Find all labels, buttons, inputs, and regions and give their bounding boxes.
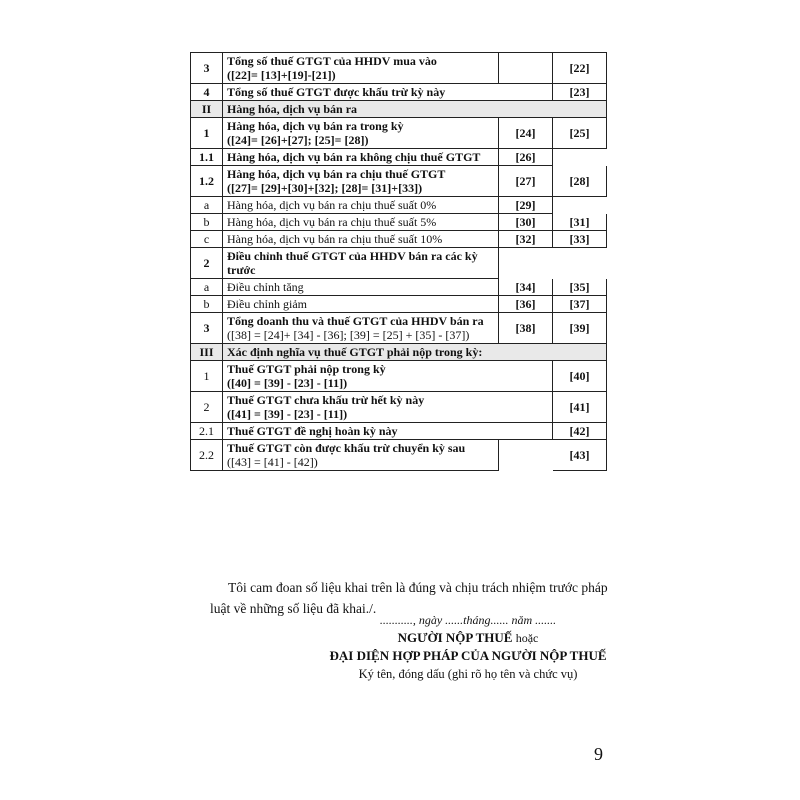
- row-description: Hàng hóa, dịch vụ bán ra không chịu thuế GTGT: [223, 149, 499, 166]
- row-formula: ([40] = [39] - [23] - [11]): [227, 376, 348, 390]
- code-cell: [35]: [553, 279, 607, 296]
- section-title: Xác định nghĩa vụ thuế GTGT phải nộp trong kỳ:: [223, 344, 607, 361]
- row-number: 3: [191, 53, 223, 84]
- code-cell: [34]: [499, 279, 553, 296]
- row-description: Điều chỉnh giảm: [223, 296, 499, 313]
- table-row: [191, 361, 607, 392]
- row-number: 1.1: [191, 149, 223, 166]
- row-number: 1: [191, 361, 223, 392]
- row-description: Điều chỉnh thuế GTGT của HHDV bán ra các kỳ trước: [223, 248, 499, 279]
- row-number: a: [191, 197, 223, 214]
- code-cell: [39]: [553, 313, 607, 344]
- row-number: 2.1: [191, 423, 223, 440]
- code-cell: [42]: [553, 423, 607, 440]
- row-formula: ([43] = [41] - [42]): [227, 455, 318, 469]
- signer-title-main: NGƯỜI NỘP THUẾ: [397, 630, 513, 645]
- table-row: [191, 392, 607, 423]
- row-number: 2: [191, 248, 223, 279]
- code-cell: [27]: [499, 166, 553, 197]
- code-cell: [30]: [499, 214, 553, 231]
- signer-representative: ĐẠI DIỆN HỢP PHÁP CỦA NGƯỜI NỘP THUẾ: [329, 648, 607, 663]
- table-row: [191, 214, 607, 231]
- code-cell: [31]: [553, 214, 607, 231]
- table-row: [191, 53, 607, 84]
- table-row: [191, 197, 607, 214]
- row-formula: ([22]= [13]+[19]-[21]): [227, 68, 336, 82]
- code-cell: [26]: [499, 149, 553, 166]
- table-row: [191, 231, 607, 248]
- code-cell: [23]: [553, 84, 607, 101]
- code-cell: [32]: [499, 231, 553, 248]
- empty-cell: [499, 248, 607, 279]
- row-description: Điều chỉnh tăng: [223, 279, 499, 296]
- table-row: [191, 296, 607, 313]
- table-row: [191, 118, 607, 149]
- row-formula: ([27]= [29]+[30]+[32]; [28]= [31]+[33]): [227, 181, 423, 195]
- row-number: c: [191, 231, 223, 248]
- row-description: [223, 53, 499, 84]
- row-description: Hàng hóa, dịch vụ bán ra chịu thuế suất 5%: [223, 214, 499, 231]
- section-number: II: [191, 101, 223, 118]
- row-description: [223, 118, 499, 149]
- code-cell: [22]: [553, 53, 607, 84]
- row-number: a: [191, 279, 223, 296]
- row-number: 2.2: [191, 440, 223, 471]
- table-row: [191, 149, 607, 166]
- table-row: [191, 84, 607, 101]
- row-description: [223, 440, 499, 471]
- row-title: Hàng hóa, dịch vụ bán ra chịu thuế GTGT: [227, 167, 446, 181]
- row-description: [223, 166, 499, 197]
- table-row: [191, 423, 607, 440]
- code-cell: [24]: [499, 118, 553, 149]
- code-cell: [29]: [499, 197, 553, 214]
- code-cell: [38]: [499, 313, 553, 344]
- code-cell: [43]: [553, 440, 607, 471]
- signature-block: [318, 611, 618, 683]
- signer-title: [318, 629, 618, 647]
- empty-cell: [499, 440, 553, 471]
- row-number: 3: [191, 313, 223, 344]
- table-row: [191, 440, 607, 471]
- empty-cell: [553, 197, 607, 214]
- table-row: [191, 248, 607, 279]
- row-number: b: [191, 296, 223, 313]
- code-cell: [25]: [553, 118, 607, 149]
- table-row: [191, 279, 607, 296]
- section-row: [191, 344, 607, 361]
- code-cell: [40]: [553, 361, 607, 392]
- row-description: [223, 361, 553, 392]
- page-number: 9: [594, 744, 603, 764]
- row-title: Thuế GTGT còn được khấu trừ chuyển kỳ sau: [227, 441, 466, 455]
- empty-cell: [499, 53, 553, 84]
- vat-declaration-table: [190, 52, 607, 471]
- section-number: III: [191, 344, 223, 361]
- row-title: Thuế GTGT chưa khấu trừ hết kỳ này: [227, 393, 425, 407]
- row-title: Tổng doanh thu và thuế GTGT của HHDV bán ra: [227, 314, 484, 328]
- row-description: Hàng hóa, dịch vụ bán ra chịu thuế suất 0%: [223, 197, 499, 214]
- code-cell: [33]: [553, 231, 607, 248]
- row-number: 1.2: [191, 166, 223, 197]
- declaration-text: Tôi cam đoan số liệu khai trên là đúng và chịu trách nhiệm trước pháp luật về những số liệu đã khai./.: [210, 579, 608, 616]
- row-title: Tổng số thuế GTGT của HHDV mua vào: [227, 54, 437, 68]
- date-line: ..........., ngày ......tháng...... năm .......: [379, 613, 557, 627]
- row-formula: ([38] = [24]+ [34] - [36]; [39] = [25] + [35] - [37]): [227, 328, 470, 342]
- code-cell: [28]: [553, 166, 607, 197]
- row-formula: ([24]= [26]+[27]; [25]= [28]): [227, 133, 369, 147]
- signer-title-suffix: hoặc: [515, 631, 539, 645]
- row-description: Hàng hóa, dịch vụ bán ra chịu thuế suất 10%: [223, 231, 499, 248]
- row-description: [223, 392, 553, 423]
- code-cell: [36]: [499, 296, 553, 313]
- table-row: [191, 166, 607, 197]
- code-cell: [41]: [553, 392, 607, 423]
- section-title: Hàng hóa, dịch vụ bán ra: [223, 101, 607, 118]
- row-number: 1: [191, 118, 223, 149]
- empty-cell: [553, 149, 607, 166]
- row-title: Hàng hóa, dịch vụ bán ra trong kỳ: [227, 119, 404, 133]
- row-title: Thuế GTGT phải nộp trong kỳ: [227, 362, 386, 376]
- row-description: Thuế GTGT đề nghị hoàn kỳ này: [223, 423, 553, 440]
- row-number: 4: [191, 84, 223, 101]
- row-number: 2: [191, 392, 223, 423]
- row-description: [223, 313, 499, 344]
- code-cell: [37]: [553, 296, 607, 313]
- table-row: [191, 313, 607, 344]
- row-number: b: [191, 214, 223, 231]
- section-row: [191, 101, 607, 118]
- row-description: Tổng số thuế GTGT được khấu trừ kỳ này: [223, 84, 553, 101]
- row-formula: ([41] = [39] - [23] - [11]): [227, 407, 348, 421]
- signer-note: Ký tên, đóng dấu (ghi rõ họ tên và chức vụ): [358, 667, 578, 681]
